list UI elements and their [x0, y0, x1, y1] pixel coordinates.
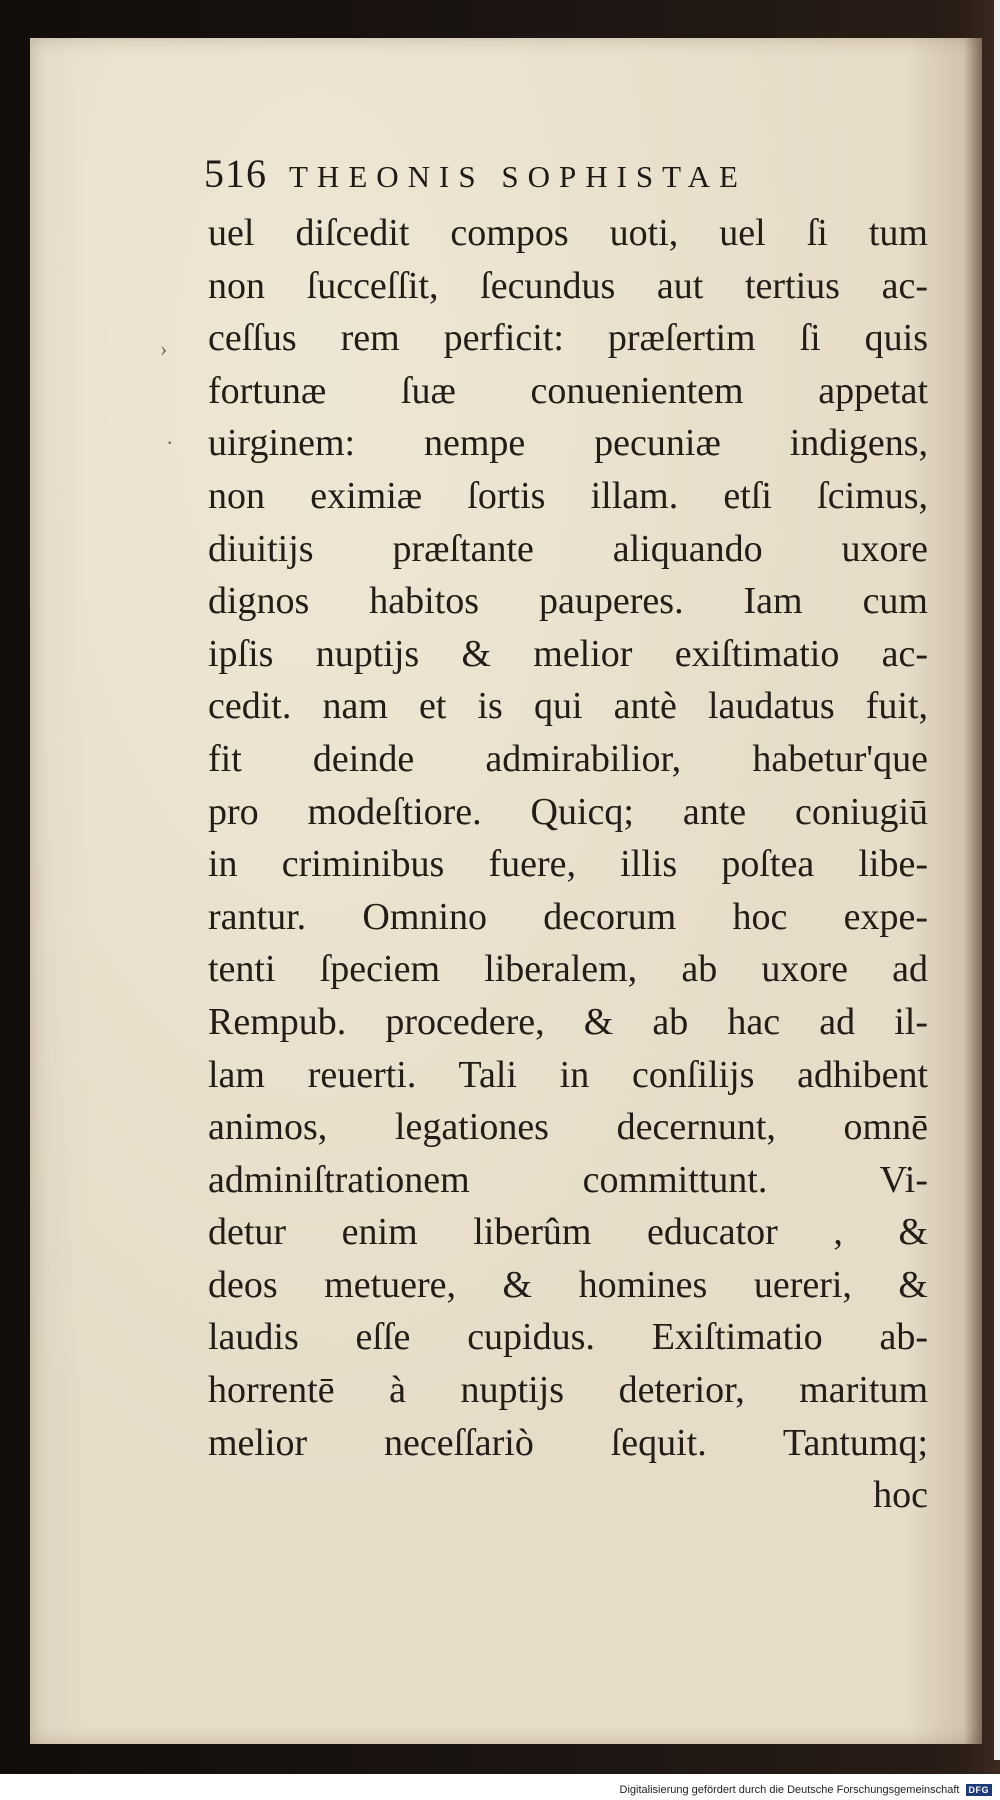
body-text: [208, 207, 928, 1522]
text-line: uel diſcedit compos uoti, uel ſi tum: [208, 212, 928, 254]
text-line: uirginem: nempe pecuniæ indigens,: [208, 422, 928, 465]
text-line: lam reuerti. Tali in conſilijs adhibent: [208, 1053, 928, 1096]
text-line: Rempub. procedere, & ab hac ad il-: [208, 1000, 928, 1043]
text-line: diuitijs præſtante aliquando uxore: [208, 527, 928, 570]
text-line: pro modeſtiore. Quicq; ante coniugiū: [208, 790, 928, 833]
page-gutter-shadow: [964, 38, 982, 1744]
text-line: fortunæ ſuæ conuenientem appetat: [208, 369, 928, 412]
margin-mark: ·: [166, 430, 174, 455]
text-line: ceſſus rem perficit: præſertim ſi quis: [208, 317, 928, 360]
page-number: 516: [204, 151, 267, 196]
text-line: detur enim liberûm educator , &: [208, 1211, 928, 1254]
text-line: cedit. nam et is qui antè laudatus fuit,: [208, 685, 928, 728]
dfg-logo: DFG: [966, 1784, 993, 1796]
credit-text: Digitalisierung gefördert durch die Deutsche Forschungsgemeinschaft: [619, 1784, 960, 1796]
text-line: non ſucceſſit, ſecundus aut tertius ac-: [208, 264, 928, 307]
text-line: horrentē à nuptijs deterior, maritum: [208, 1369, 928, 1412]
text-line: rantur. Omnino decorum hoc expe-: [208, 895, 928, 938]
catchword: hoc: [873, 1474, 928, 1517]
text-line: tenti ſpeciem liberalem, ab uxore ad: [208, 948, 928, 991]
text-line: dignos habitos pauperes. Iam cum: [208, 580, 928, 623]
text-line: ipſis nuptijs & melior exiſtimatio ac-: [208, 632, 928, 675]
text-line: deos metuere, & homines uereri, &: [208, 1263, 928, 1306]
running-title: THEONIS SOPHISTAE: [289, 159, 747, 194]
scan-edge-strip: [994, 0, 1000, 1760]
running-header: [204, 150, 884, 194]
text-line: in criminibus fuere, illis poſtea libe-: [208, 843, 928, 886]
margin-mark: ›: [160, 336, 168, 361]
text-line: fit deinde admirabilior, habetur'que: [208, 737, 928, 780]
text-line: animos, legationes decernunt, omnē: [208, 1106, 928, 1149]
funding-credit: [620, 1784, 992, 1796]
footer-bar: [0, 1774, 1000, 1800]
text-line: laudis eſſe cupidus. Exiſtimatio ab-: [208, 1316, 928, 1359]
text-line: melior neceſſariò ſequit. Tantumq;: [208, 1421, 928, 1464]
text-line: adminiſtrationem committunt. Vi-: [208, 1158, 928, 1201]
text-line: non eximiæ ſortis illam. etſi ſcimus,: [208, 474, 928, 517]
